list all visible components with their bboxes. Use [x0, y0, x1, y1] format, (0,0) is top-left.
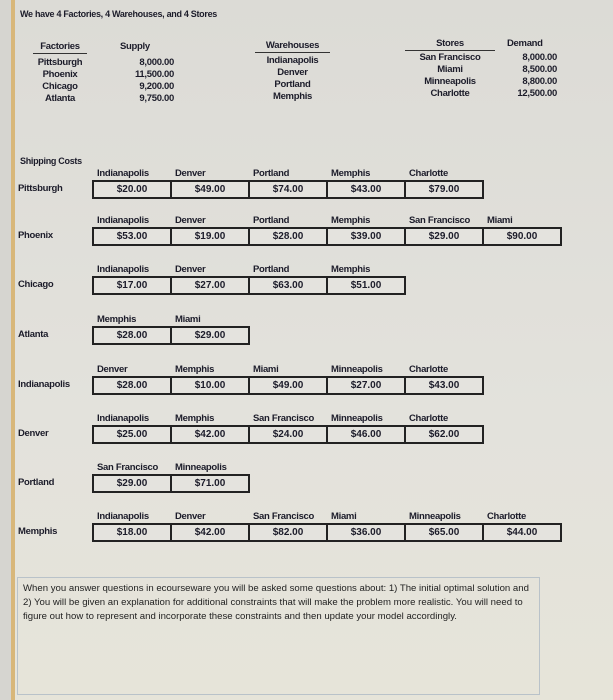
shipping-origin: Pittsburgh [18, 183, 63, 194]
page-title: We have 4 Factories, 4 Warehouses, and 4 Stores [20, 9, 217, 19]
shipping-cost-cell: $42.00 [172, 525, 250, 540]
shipping-origin: Phoenix [18, 230, 53, 241]
shipping-cost-cell: $49.00 [172, 182, 250, 197]
shipping-destination: Indianapolis [97, 264, 149, 275]
shipping-cost-row [92, 474, 250, 493]
warehouse-name: Indianapolis [266, 55, 319, 66]
shipping-destination: Indianapolis [97, 168, 149, 179]
shipping-cost-cell: $28.00 [250, 229, 328, 244]
shipping-origin: Portland [18, 477, 55, 488]
shipping-cost-cell: $17.00 [94, 278, 172, 293]
shipping-cost-cell: $29.00 [94, 476, 172, 491]
shipping-destination: Charlotte [409, 168, 448, 179]
factory-name: Chicago [42, 81, 78, 92]
shipping-destination: Minneapolis [331, 364, 383, 375]
warehouse-name: Portland [274, 79, 311, 90]
shipping-cost-cell: $28.00 [94, 328, 172, 343]
shipping-cost-cell: $71.00 [172, 476, 250, 491]
shipping-destination: Minneapolis [175, 462, 227, 473]
stores-header: Stores [405, 38, 495, 51]
warehouses-header: Warehouses [255, 40, 330, 53]
shipping-cost-cell: $10.00 [172, 378, 250, 393]
shipping-destination: Charlotte [409, 364, 448, 375]
demand-header: Demand [507, 38, 543, 49]
shipping-destination: Denver [175, 511, 206, 522]
shipping-cost-cell: $19.00 [172, 229, 250, 244]
shipping-costs-title: Shipping Costs [20, 156, 82, 166]
shipping-cost-cell: $42.00 [172, 427, 250, 442]
shipping-destination: Charlotte [487, 511, 526, 522]
shipping-destination: Memphis [175, 364, 215, 375]
shipping-cost-cell: $65.00 [406, 525, 484, 540]
shipping-cost-cell: $24.00 [250, 427, 328, 442]
shipping-cost-cell: $51.00 [328, 278, 406, 293]
store-demand: 8,000.00 [522, 52, 557, 63]
shipping-origin: Memphis [18, 526, 58, 537]
shipping-cost-row [92, 227, 562, 246]
shipping-origin: Indianapolis [18, 379, 70, 390]
shipping-cost-row [92, 276, 406, 295]
shipping-destination: Indianapolis [97, 511, 149, 522]
shipping-cost-cell: $36.00 [328, 525, 406, 540]
shipping-cost-cell: $82.00 [250, 525, 328, 540]
shipping-cost-cell: $43.00 [328, 182, 406, 197]
shipping-cost-cell: $28.00 [94, 378, 172, 393]
shipping-destination: Indianapolis [97, 413, 149, 424]
shipping-destination: San Francisco [409, 215, 471, 226]
factory-supply: 9,200.00 [139, 81, 174, 92]
warehouse-name: Memphis [272, 91, 313, 102]
shipping-destination: Portland [253, 264, 290, 275]
shipping-destination: Charlotte [409, 413, 448, 424]
shipping-cost-cell: $90.00 [484, 229, 562, 244]
shipping-cost-row [92, 523, 562, 542]
shipping-destination: San Francisco [253, 511, 315, 522]
page-edge [11, 0, 15, 700]
shipping-destination: San Francisco [253, 413, 315, 424]
shipping-destination: Portland [253, 168, 290, 179]
shipping-destination: Indianapolis [97, 215, 149, 226]
factory-supply: 11,500.00 [134, 69, 174, 80]
shipping-cost-row [92, 376, 484, 395]
warehouse-name: Denver [277, 67, 308, 78]
shipping-destination: Denver [97, 364, 128, 375]
shipping-origin: Denver [18, 428, 49, 439]
shipping-cost-cell: $25.00 [94, 427, 172, 442]
shipping-cost-cell: $46.00 [328, 427, 406, 442]
shipping-origin: Atlanta [18, 329, 49, 340]
shipping-cost-cell: $62.00 [406, 427, 484, 442]
factory-name: Phoenix [42, 69, 78, 80]
shipping-destination: Memphis [331, 264, 371, 275]
store-name: Charlotte [430, 88, 470, 99]
shipping-cost-cell: $27.00 [328, 378, 406, 393]
shipping-origin: Chicago [18, 279, 54, 290]
factory-supply: 8,000.00 [139, 57, 174, 68]
shipping-destination: Portland [253, 215, 290, 226]
shipping-cost-row [92, 326, 250, 345]
shipping-cost-cell: $53.00 [94, 229, 172, 244]
supply-header: Supply [120, 41, 150, 52]
shipping-cost-cell: $29.00 [172, 328, 250, 343]
shipping-cost-row [92, 425, 484, 444]
shipping-cost-cell: $43.00 [406, 378, 484, 393]
shipping-destination: Denver [175, 264, 206, 275]
store-demand: 8,500.00 [522, 64, 557, 75]
store-name: San Francisco [419, 52, 481, 63]
shipping-destination: Denver [175, 168, 206, 179]
shipping-destination: Miami [487, 215, 513, 226]
shipping-destination: Memphis [331, 168, 371, 179]
shipping-destination: Memphis [175, 413, 215, 424]
shipping-cost-cell: $49.00 [250, 378, 328, 393]
store-demand: 8,800.00 [522, 76, 557, 87]
shipping-destination: Miami [331, 511, 357, 522]
shipping-cost-cell: $18.00 [94, 525, 172, 540]
shipping-destination: Minneapolis [331, 413, 383, 424]
factory-supply: 9,750.00 [139, 93, 174, 104]
shipping-destination: Miami [175, 314, 201, 325]
shipping-cost-cell: $20.00 [94, 182, 172, 197]
shipping-cost-cell: $44.00 [484, 525, 562, 540]
factory-name: Pittsburgh [37, 57, 83, 68]
shipping-destination: Memphis [331, 215, 371, 226]
store-name: Miami [437, 64, 463, 75]
factories-header: Factories [33, 41, 87, 54]
instructions-note: When you answer questions in ecourseware you will be asked some questions about: 1) The initial optimal solution and 2) You will be given an explanation for additional constraints that will make the problem more realistic. You will need to figure out how to represent and incorporate these constraints and then update your model accordingly. [17, 577, 540, 695]
shipping-cost-cell: $29.00 [406, 229, 484, 244]
factory-name: Atlanta [44, 93, 76, 104]
shipping-cost-cell: $39.00 [328, 229, 406, 244]
store-name: Minneapolis [424, 76, 476, 87]
shipping-cost-cell: $79.00 [406, 182, 484, 197]
shipping-cost-row [92, 180, 484, 199]
shipping-destination: Minneapolis [409, 511, 461, 522]
shipping-destination: Miami [253, 364, 279, 375]
store-demand: 12,500.00 [517, 88, 557, 99]
shipping-destination: San Francisco [97, 462, 159, 473]
shipping-cost-cell: $63.00 [250, 278, 328, 293]
shipping-destination: Denver [175, 215, 206, 226]
shipping-cost-cell: $27.00 [172, 278, 250, 293]
shipping-destination: Memphis [97, 314, 137, 325]
shipping-cost-cell: $74.00 [250, 182, 328, 197]
